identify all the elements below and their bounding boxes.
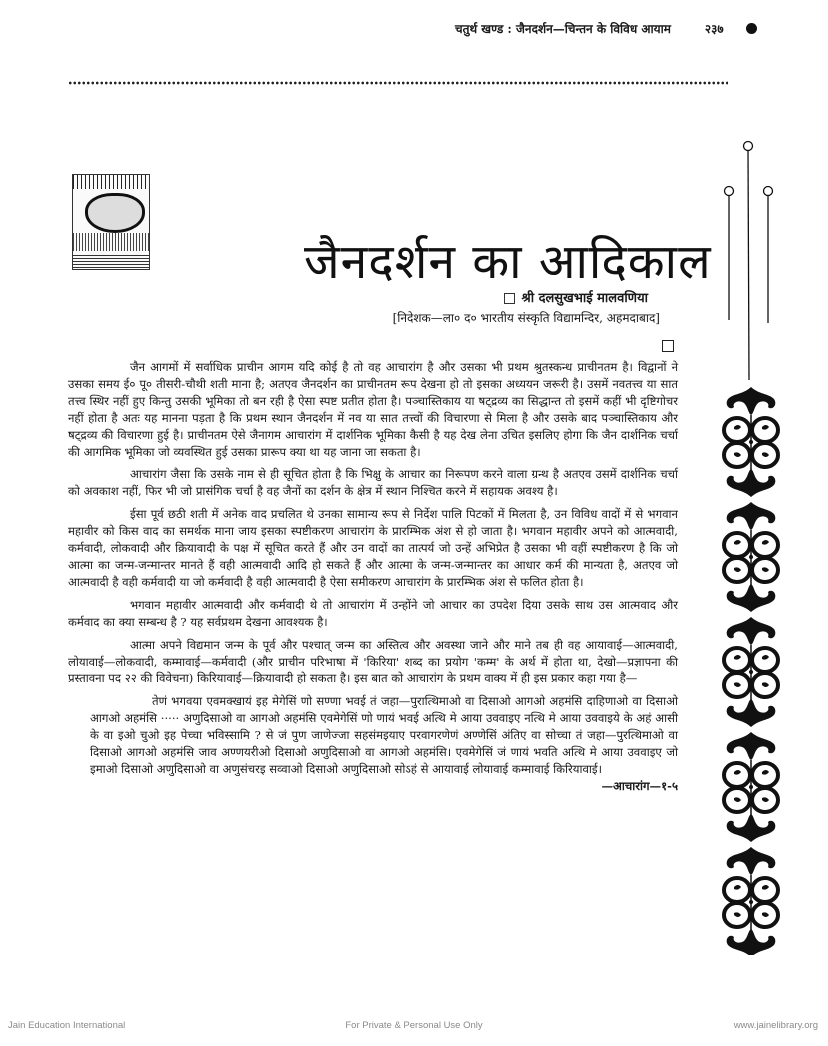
bullet-icon xyxy=(746,23,757,34)
paragraph: भगवान महावीर आत्मवादी और कर्मवादी थे तो आचारांग में उन्होंने जो आचार का उपदेश दिया उसके साथ उस आत्मवाद और कर्मवाद का क्या सम्बन्ध है ? यह सर्वप्रथम देखना आवश्यक है। xyxy=(68,597,678,629)
pin-ornament-icon xyxy=(720,140,780,380)
footer-usage-notice: For Private & Personal Use Only xyxy=(345,1020,483,1031)
quote-text: तेणं भगवया एवमक्खायं इह मेगेसिं णो सण्णा भवई तं जहा—पुरात्थिमाओ वा दिसाओ आगओ अहमंसि दाहिणाओ वा दिसाओ आगओ अहमंसि ····· अणुदिसाओ वा आगओ अहमंसि एवमेगेसिं णो णायं भवई अत्थि मे आया उववाइए नत्थि मे आया उववाइये के अहं आसी के वा इओ चुओ इह पेच्चा भविस्सामि ? से जं पुण जाणेज्जा सहसंमइयाए परवागरणेणं अण्णेसिं अंतिए वा सोच्चा तं जहा—पुरत्थिमाओ वा दिसाओ आगओ अहमंसि जाव अण्णयरीओ दिसाओ अणुदिसाओ वा आगओ अहमंसि। एवमेगेसिं जं णायं भवति अत्थि मे आया उववाइए जो इमाओ दिसाओ अणुदिसाओ वा अणुसंचरइ सव्वाओ दिसाओ अणुदिसाओ सोऽहं से आयावाई लोयावाई कम्मावाई किरियावाई। xyxy=(90,694,678,776)
prakrit-quotation xyxy=(90,693,678,793)
author-name: श्री दलसुखभाई मालवणिया xyxy=(521,291,648,306)
footer-publisher: Jain Education International xyxy=(8,1020,126,1031)
page-footer xyxy=(0,1020,828,1036)
footer-website-link[interactable]: www.jainelibrary.org xyxy=(733,1020,818,1031)
author-line xyxy=(504,288,648,306)
square-bullet-icon xyxy=(504,293,515,304)
lion-face-icon xyxy=(85,193,145,233)
paragraph: जैन आगमों में सर्वाधिक प्राचीन आगम यदि कोई है तो वह आचारांग है और उसका भी प्रथम श्रुतस्कन्ध प्राचीनतम है। विद्वानों ने उसका समय ई० पू० तीसरी-चौथी शती माना है; अतएव जैनदर्शन का प्राचीनतम रूप देखना हो तो इसका अध्ययन जरूरी है। उसमें नवतत्त्व या सात तत्त्व स्थिर नहीं हुए किन्तु उसकी भूमिका तो बन रही है ऐसा स्पष्ट प्रतीत होता है। पञ्चास्तिकाय या षट्द्रव्य का सिद्धान्त तो इसमें कहीं भी दृष्टिगोचर नहीं होता है अतः यह मानना पड़ता है कि प्रथम स्थान जैनदर्शन में नव या सात तत्त्वों की विचारणा से मिला है और उसके बाद पञ्चास्तिकाय और षट्द्रव्य की विचारणा हुई है। प्राचीनतम ऐसे जैनागम आचारांग में दार्शनिक भूमिका कैसी है यह देख लेना उचित इसलिए होगा कि जैन दार्शनिक चर्चा की आगमिक भूमिका जो व्यवस्थित हुई उसका प्रारूप क्या था यह जाना जा सकता है। xyxy=(68,360,678,459)
author-affiliation: [निदेशक—ला० द० भारतीय संस्कृति विद्यामन्दिर, अहमदाबाद] xyxy=(392,311,660,325)
paragraph: आत्मा अपने विद्यमान जन्म के पूर्व और पश्चात् जन्म का अस्तित्व और अवस्था जाने और माने तब ही वह आयावाई—आत्मवादी, लोयावाई—लोकवादी, कम्मावाई—कर्मवादी (और प्राचीन परिभाषा में 'किरिया' शब्द का प्रयोग 'कम्म' के अर्थ में होता था, देखो—प्रज्ञापना की प्रस्तावना पद २२ की विवेचना) किरियावाई—क्रियावादी हो सकता है। इस बात को आचारांग के प्रथम वाक्य में ही इस प्रकार कहा गया है— xyxy=(68,637,678,686)
floral-border-icon xyxy=(722,385,780,955)
paragraph: आचारांग जैसा कि उसके नाम से ही सूचित होता है कि भिक्षु के आचार का निरूपण करने वाला ग्रन्थ है अतएव उसमें दार्शनिक चर्चा को अवकाश नहीं, फिर भी जो प्रासंगिक चर्चा है वह जैनों का दर्शन के क्षेत्र में स्थान निश्चित करने में सहायक अवश्य है। xyxy=(68,467,678,499)
decorative-dotted-rule xyxy=(68,81,728,85)
page-number: २३७ xyxy=(704,22,724,36)
running-header xyxy=(455,20,795,37)
section-marker-icon xyxy=(662,340,674,352)
emblem-icon xyxy=(72,174,150,270)
paragraph: ईसा पूर्व छठी शती में अनेक वाद प्रचलित थे उनका सामान्य रूप से निर्देश पालि पिटकों में मिलता है, उन विविध वादों में से भगवान महावीर को किस वाद का समर्थक माना जाय इसका स्पष्टीकरण आचारांग के प्रारम्भिक अंश से हो जाता है। भगवान महावीर अपने को आत्मवादी, कर्मवादी, लोकवादी और क्रियावादी के पक्ष में सूचित करते हैं और उन वादों का तात्पर्य जो उन्हें अभिप्रेत है उसका भी वहीं स्पष्टीकरण है कि जो आत्मा का जन्म-जन्मान्तर मानते हैं वही आत्मवादी आदि हो सकते हैं और आत्मा के जन्म-जन्मान्तर का आधार कर्म की मान्यता है, अतएव जो आत्मवादी है वही कर्मवादी या जो कर्मवादी है वही आत्मवादी है ऐसा समीकरण आचारांग के प्रारम्भिक अंश से फलित होता है। xyxy=(68,507,678,589)
article-body xyxy=(68,359,678,795)
quote-citation: —आचारांग—१-५ xyxy=(601,778,678,793)
article-title: जैनदर्शन का आदिकाल xyxy=(304,234,712,291)
running-title: चतुर्थ खण्ड : जैनदर्शन—चिन्तन के विविध आयाम xyxy=(455,22,671,36)
